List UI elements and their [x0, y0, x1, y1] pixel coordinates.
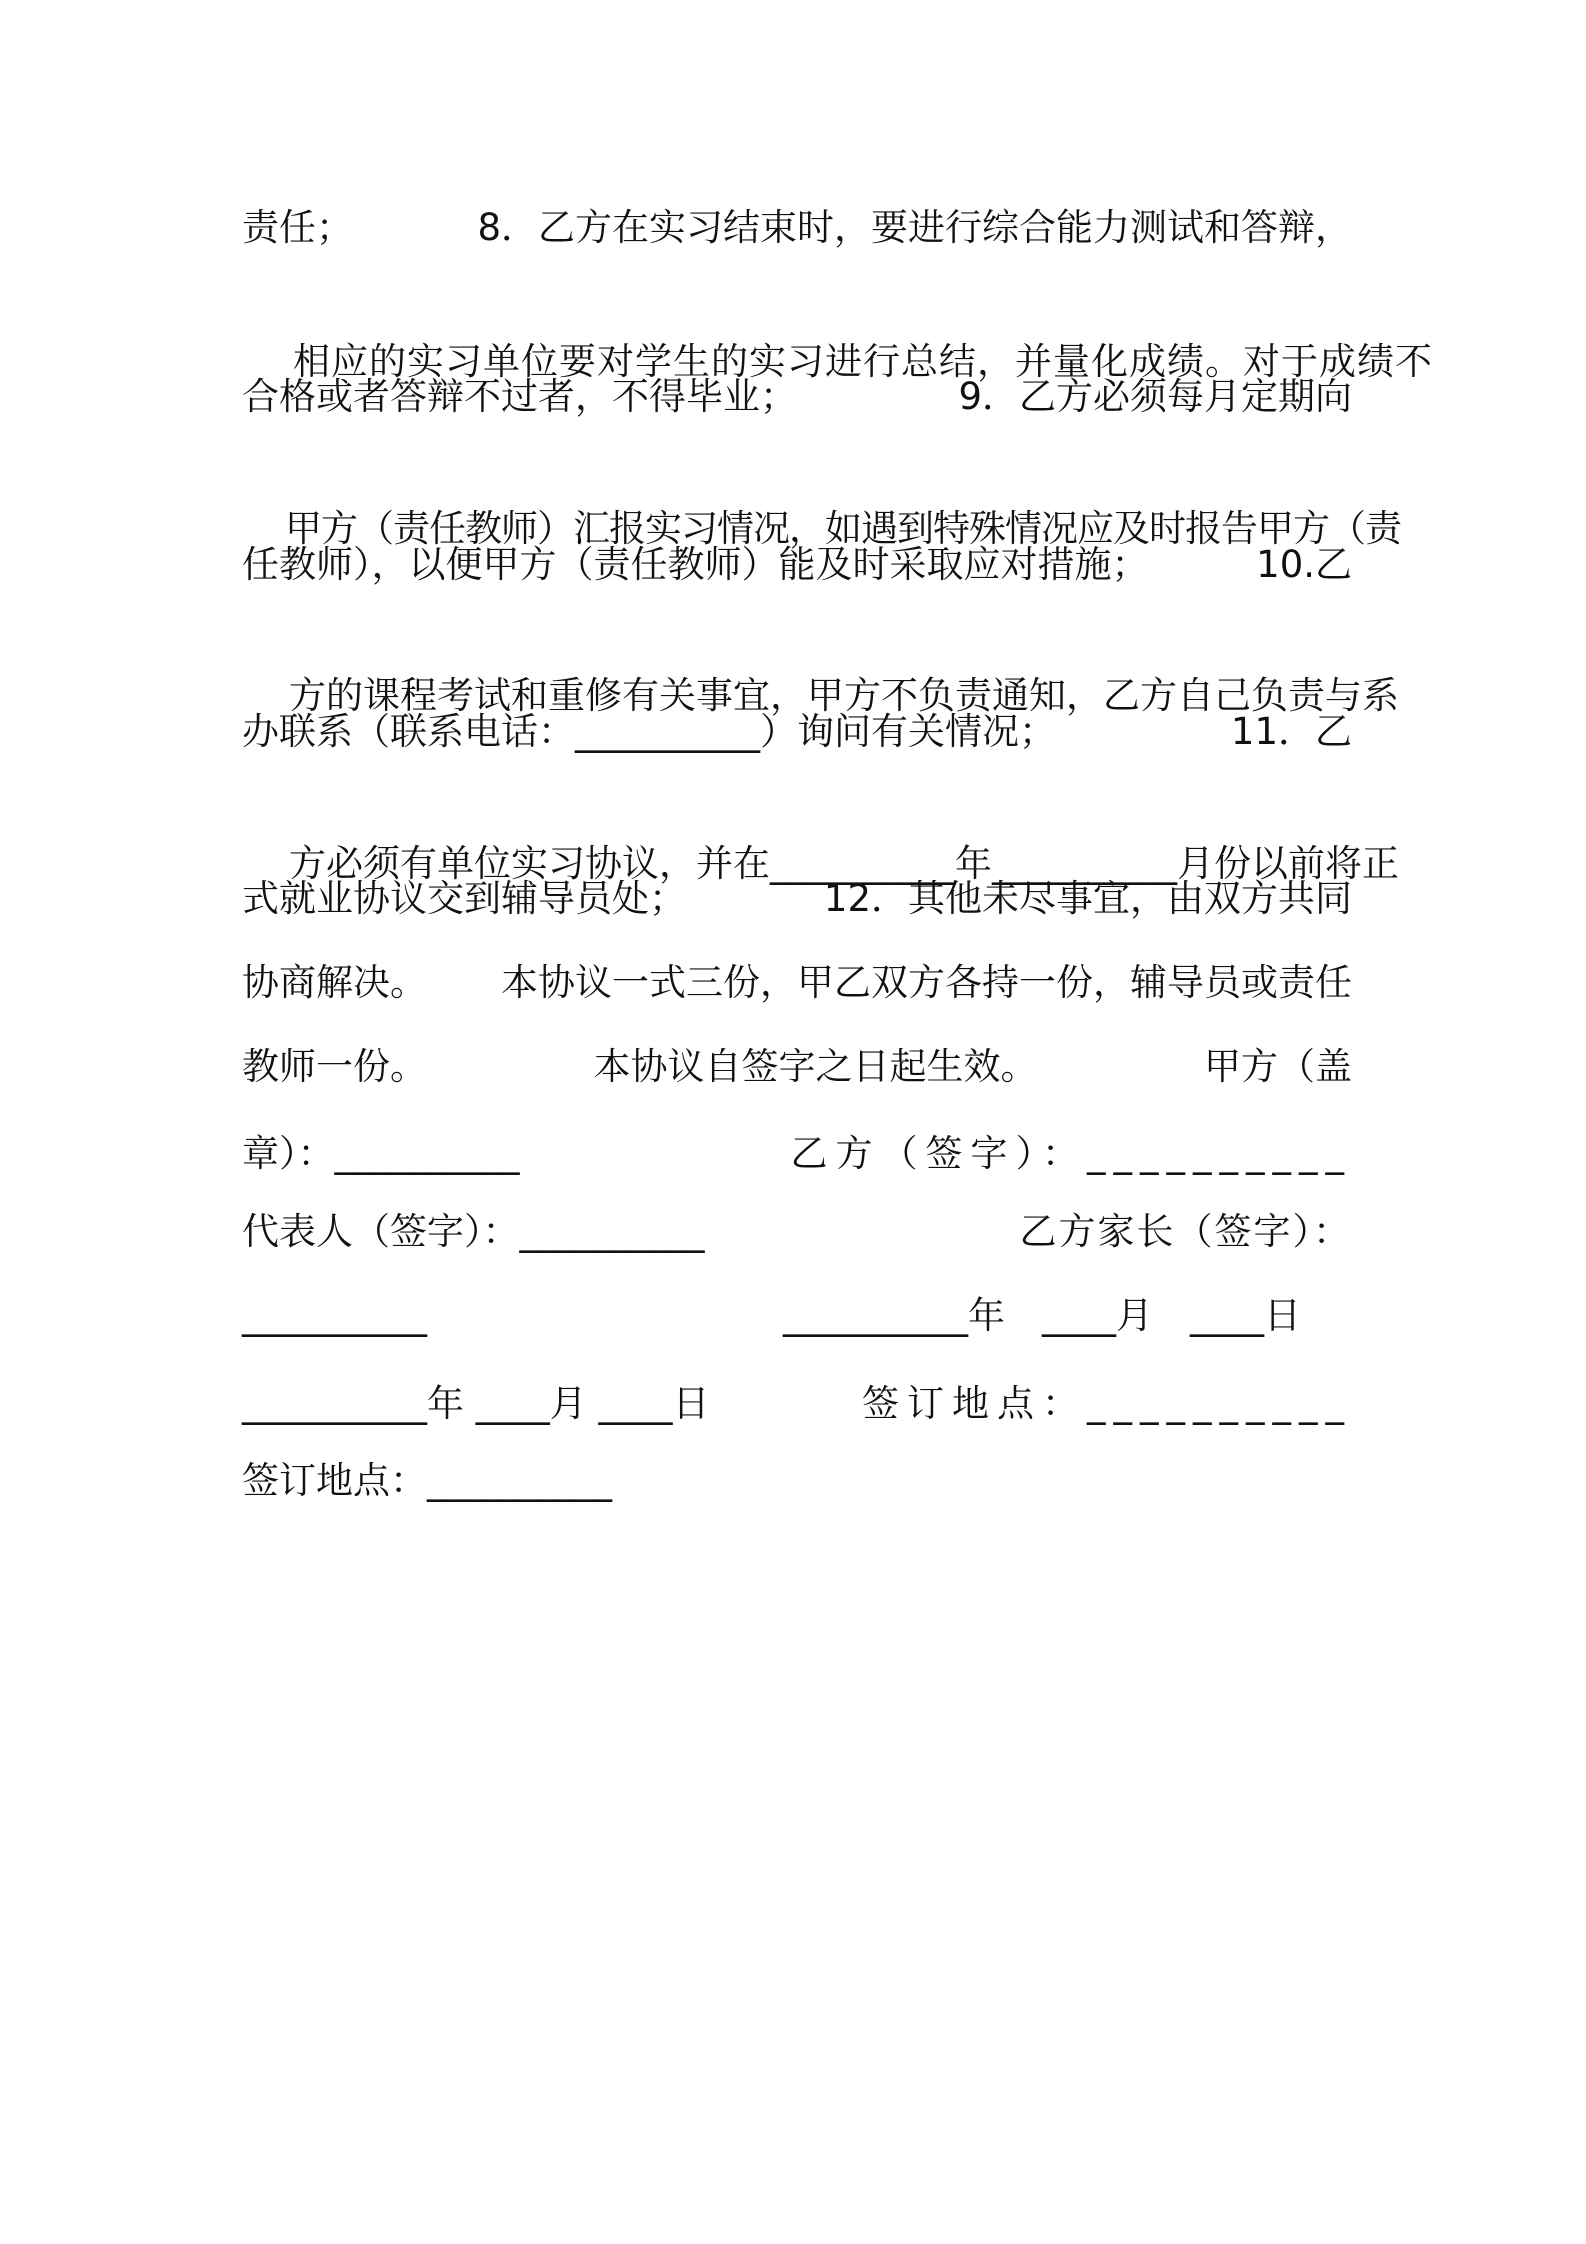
- text-line-5: [242, 541, 1352, 589]
- text-segment: 甲方（责任教师）汇报实习情况，如遇到特殊情况应及时报告甲方（责: [285, 507, 1402, 550]
- representative-signature-field: 代表人（签字）：__________: [242, 1210, 705, 1253]
- text-line-8: [242, 792, 1400, 885]
- date-right: __________年 ____月 ____日: [783, 1294, 1301, 1337]
- text-line-6: [242, 624, 1400, 717]
- text-segment: 12．其他未尽事宜，由双方共同: [823, 877, 1352, 920]
- text-segment: 教师一份。: [242, 1045, 427, 1088]
- text-segment: 任教师），以便甲方（责任教师）能及时采取应对措施；: [242, 543, 1149, 586]
- text-segment: 式就业协议交到辅导员处；: [242, 877, 686, 920]
- text-segment: 10.乙: [1256, 543, 1352, 586]
- text-segment: 本协议自签字之日起生效。: [593, 1045, 1038, 1088]
- signature-row-2: [242, 1208, 1352, 1256]
- text-segment: 责任；: [242, 206, 353, 249]
- text-line-2: [242, 290, 1434, 383]
- text-segment: 本协议一式三份，甲乙双方各持一份，辅导员或责任: [501, 961, 1352, 1004]
- signing-place-right: 签订地点：__________: [862, 1382, 1352, 1425]
- text-line-1: [242, 204, 1352, 252]
- text-segment: 合格或者答辩不过者，不得毕业；: [242, 375, 797, 418]
- signature-row-1: [242, 1130, 1352, 1178]
- text-segment: 甲方（盖: [1204, 1045, 1352, 1088]
- text-line-9: [242, 875, 1352, 923]
- signature-blank-left: __________: [242, 1294, 427, 1337]
- date-left: __________年 ____月 ____日: [242, 1382, 710, 1425]
- text-segment: 办联系（联系电话：__________）询问有关情况；: [242, 710, 1056, 753]
- text-line-10: [242, 959, 1352, 1007]
- text-line-4: [242, 457, 1402, 550]
- text-segment: 11．乙: [1230, 710, 1352, 753]
- text-segment: 方必须有单位实习协议，并在__________年__________月份以前将正: [289, 842, 1400, 885]
- signing-place-left: 签订地点：__________: [242, 1459, 612, 1502]
- text-segment: 8．乙方在实习结束时，要进行综合能力测试和答辩，: [477, 206, 1352, 249]
- text-line-7: [242, 708, 1352, 756]
- text-segment: 协商解决。: [242, 961, 427, 1004]
- text-segment: 9．乙方必须每月定期向: [958, 375, 1352, 418]
- party-a-seal-field: 章）：__________: [242, 1132, 520, 1175]
- text-segment: 方的课程考试和重修有关事宜，甲方不负责通知，乙方自己负责与系: [289, 674, 1400, 717]
- text-line-11: [242, 1043, 1352, 1091]
- parent-signature-label: 乙方家长（签字）：: [1019, 1210, 1352, 1253]
- party-b-signature-field: 乙方（签字）：__________: [790, 1132, 1352, 1175]
- text-line-3: [242, 373, 1352, 421]
- text-segment: 相应的实习单位要对学生的实习进行总结，并量化成绩。对于成绩不: [293, 340, 1434, 383]
- signature-row-4: [242, 1380, 1352, 1428]
